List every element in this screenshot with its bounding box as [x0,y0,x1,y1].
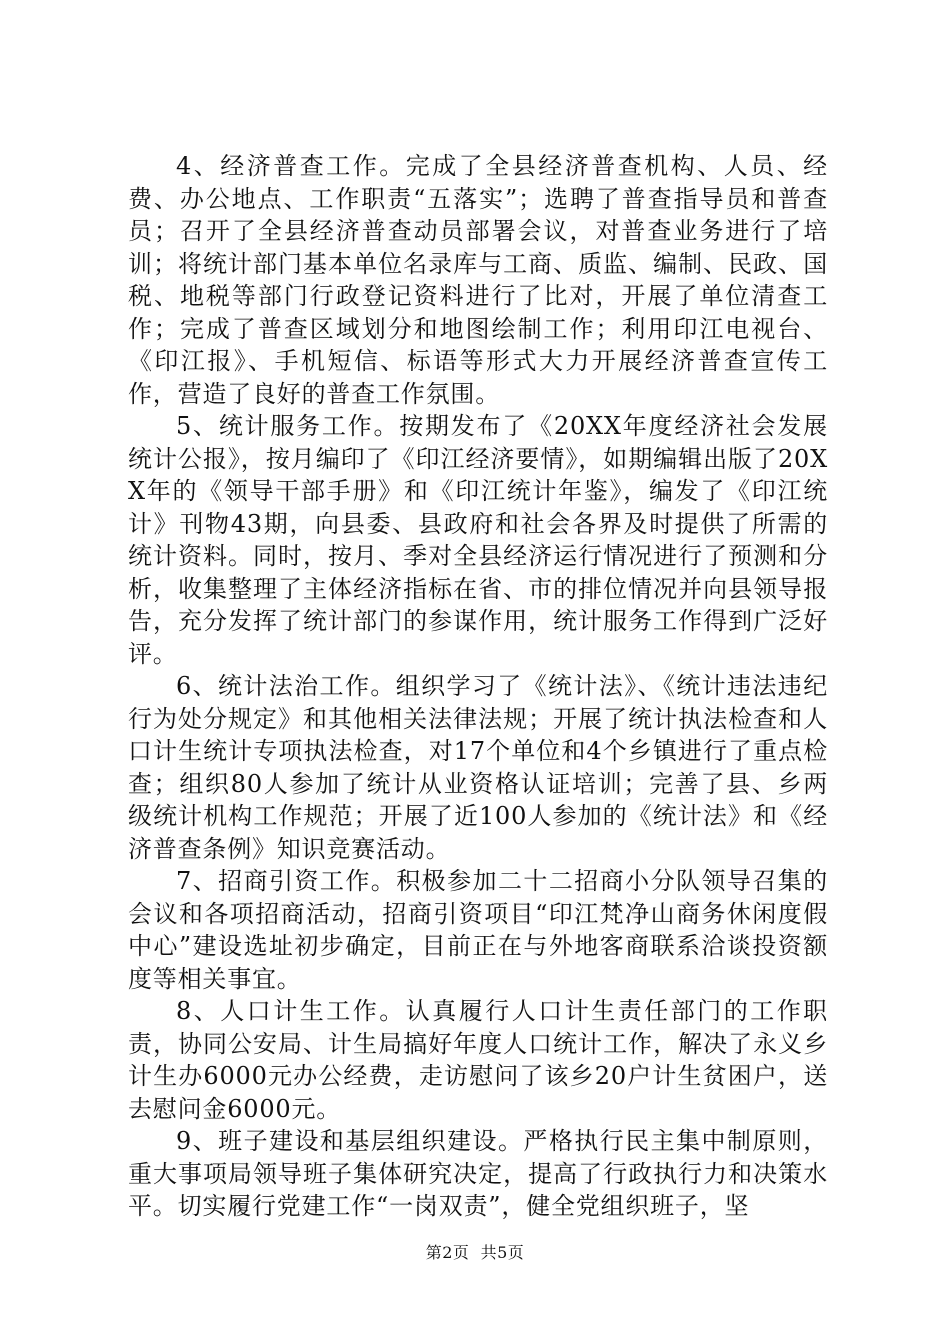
paragraph-economic-census: 4、经济普查工作。完成了全县经济普查机构、人员、经费、办公地点、工作职责“五落实”；选聘了普查指导员和普查员；召开了全县经济普查动员部署会议，对普查业务进行了培训；将统计部门基本单位名录库与工商、质监、编制、民政、国税、地税等部门行政登记资料进行了比对，开展了单位清查工作；完成了普查区域划分和地图绘制工作；利用印江电视台、《印江报》、手机短信、标语等形式大力开展经济普查宣传工作，营造了良好的普查工作氛围。 [128,152,828,408]
paragraph-population-planning: 8、人口计生工作。认真履行人口计生责任部门的工作职责，协同公安局、计生局搞好年度人口统计工作，解决了永义乡计生办6000元办公经费，走访慰问了该乡20户计生贫困户，送去慰问金6000元。 [128,997,828,1123]
paragraph-statistical-law: 6、统计法治工作。组织学习了《统计法》、《统计违法违纪行为处分规定》和其他相关法律法规；开展了统计执法检查和人口计生统计专项执法检查，对17个单位和4个乡镇进行了重点检查；组织80人参加了统计从业资格认证培训；完善了县、乡两级统计机构工作规范；开展了近100人参加的《统计法》和《经济普查条例》知识竞赛活动。 [128,672,828,863]
paragraph-team-building: 9、班子建设和基层组织建设。严格执行民主集中制原则，重大事项局领导班子集体研究决定，提高了行政执行力和决策水平。切实履行党建工作“一岗双责”，健全党组织班子，坚 [128,1127,828,1220]
page-footer [0,1240,950,1263]
page-number: 第2页 共5页 [425,1243,525,1262]
document-body [128,150,828,1223]
paragraph-statistical-service: 5、统计服务工作。按期发布了《20XX年度经济社会发展统计公报》，按月编印了《印江经济要情》，如期编辑出版了20XX年的《领导干部手册》和《印江统计年鉴》，编发了《印江统计》刊物43期，向县委、县政府和社会各界及时提供了所需的统计资料。同时，按月、季对全县经济运行情况进行了预测和分析，收集整理了主体经济指标在省、市的排位情况并向县领导报告，充分发挥了统计部门的参谋作用，统计服务工作得到广泛好评。 [128,412,828,668]
paragraph-investment-attraction: 7、招商引资工作。积极参加二十二招商小分队领导召集的会议和各项招商活动，招商引资项目“印江梵净山商务休闲度假中心”建设选址初步确定，目前正在与外地客商联系洽谈投资额度等相关事宜。 [128,867,828,993]
